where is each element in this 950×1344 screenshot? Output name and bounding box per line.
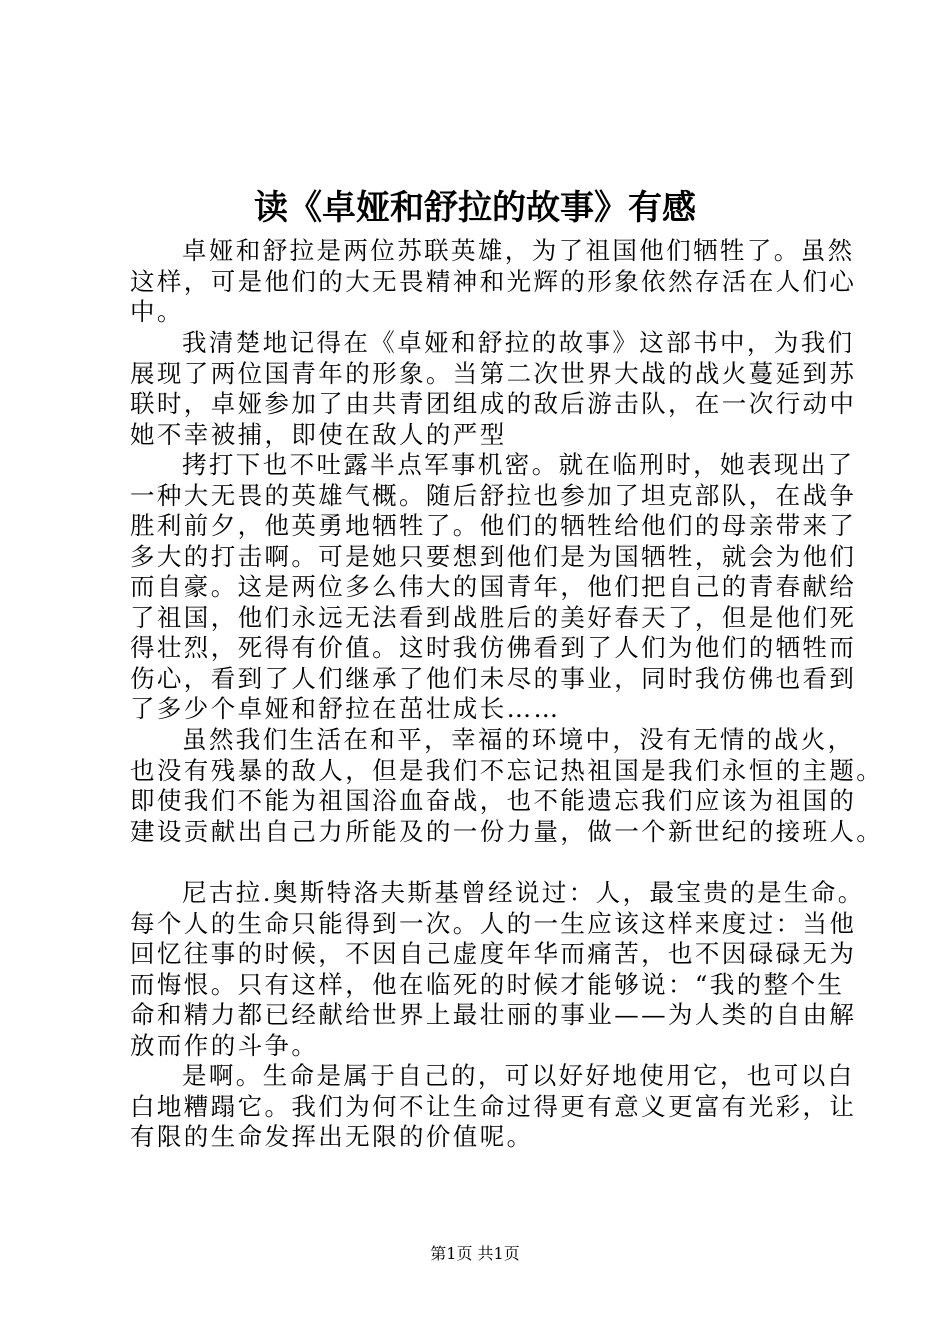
document-title: 读《卓娅和舒拉的故事》有感 (254, 188, 696, 228)
text-line: 白地糟蹋它。我们为何不让生命过得更有意义更富有光彩，让 (130, 1091, 857, 1121)
text-line: 伤心，看到了人们继承了他们未尽的事业，同时我仿佛也看到 (130, 663, 857, 693)
text-line: 了多少个卓娅和舒拉在茁壮成长…… (130, 694, 561, 723)
text-line: 回忆往事的时候，不因自己虚度年华而痛苦，也不因碌碌无为 (130, 939, 857, 968)
page-footer: 第1页 共1页 (430, 1244, 520, 1263)
paragraph-6 (130, 1061, 856, 1153)
text-line: 展现了两位国青年的形象。当第二次世界大战的战火蔓延到苏 (130, 358, 857, 388)
text-line: 胜利前夕，他英勇地牺牲了。他们的牺牲给他们的母亲带来了 (130, 511, 857, 540)
text-line: 虽然我们生活在和平，幸福的环境中，没有无情的战火， (182, 725, 855, 754)
text-line: 命和精力都已经献给世界上最壮丽的事业——为人类的自由解 (130, 1000, 857, 1029)
text-line: 中。 (130, 297, 184, 326)
text-line: 联时，卓娅参加了由共青团组成的敌后游击队，在一次行动中 (130, 389, 857, 418)
text-line: 卓娅和舒拉是两位苏联英雄，为了祖国他们牺牲了。虽然 (182, 236, 855, 265)
text-line: 而自豪。这是两位多么伟大的国青年，他们把自己的青春献给 (130, 572, 857, 601)
paragraph-1 (130, 236, 856, 328)
text-line: 多大的打击啊。可是她只要想到他们是为国牺牲，就会为他们 (130, 541, 857, 571)
text-line: 有限的生命发挥出无限的价值呢。 (130, 1122, 534, 1151)
text-line: 即使我们不能为祖国浴血奋战，也不能遗忘我们应该为祖国的 (130, 786, 857, 815)
text-line: 拷打下也不吐露半点军事机密。就在临刑时，她表现出了 (182, 450, 855, 479)
paragraph-2 (130, 328, 856, 450)
text-line: 我清楚地记得在《卓娅和舒拉的故事》这部书中，为我们 (182, 328, 855, 357)
paragraph-3 (130, 450, 856, 725)
text-line: 尼古拉.奥斯特洛夫斯基曾经说过：人，最宝贵的是生命。 (182, 878, 865, 907)
text-line: 一种大无畏的英雄气概。随后舒拉也参加了坦克部队，在战争 (130, 480, 857, 510)
paragraph-5 (130, 878, 865, 1061)
text-line: 这样，可是他们的大无畏精神和光辉的形象依然存活在人们心 (130, 266, 857, 296)
text-line: 每个人的生命只能得到一次。人的一生应该这样来度过：当他 (130, 908, 857, 938)
text-line: 建设贡献出自己力所能及的一份力量，做一个新世纪的接班人。 (130, 816, 884, 846)
text-line: 她不幸被捕，即使在敌人的严型 (130, 419, 507, 449)
text-line: 了祖国，他们永远无法看到战胜后的美好春天了，但是他们死 (130, 602, 857, 632)
paragraph-4 (130, 725, 883, 847)
text-line: 是啊。生命是属于自己的，可以好好地使用它，也可以白 (182, 1061, 855, 1090)
text-line: 也没有残暴的敌人，但是我们不忘记热祖国是我们永恒的主题。 (130, 755, 884, 785)
text-line: 得壮烈，死得有价值。这时我仿佛看到了人们为他们的牺牲而 (130, 633, 857, 662)
text-line: 而悔恨。只有这样，他在临死的时候才能够说：“我的整个生 (130, 969, 845, 999)
text-line: 放而作的斗争。 (130, 1030, 319, 1060)
